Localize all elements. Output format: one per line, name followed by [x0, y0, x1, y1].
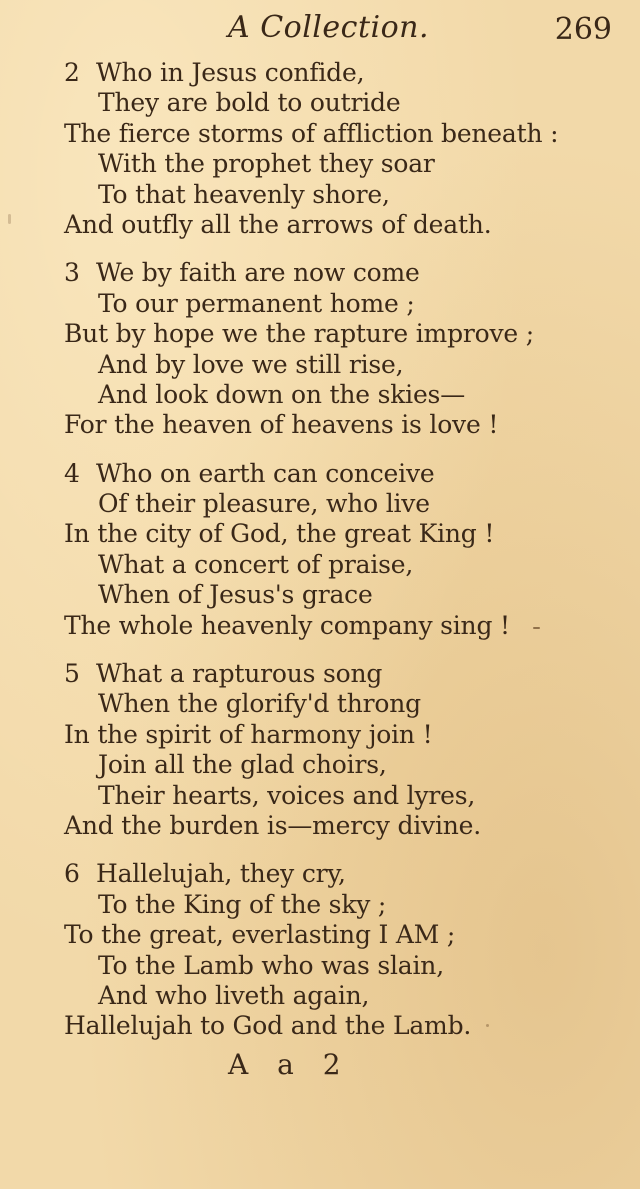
verse-line: [64, 58, 624, 88]
verse-line-text: Hallelujah, they cry,: [96, 859, 346, 889]
verse-line: In the city of God, the great King !: [64, 519, 495, 549]
stanza-6: [64, 859, 624, 1041]
verse-line: With the prophet they soar: [98, 149, 435, 179]
verse-line: In the spirit of harmony join !: [64, 719, 433, 749]
paper-speck: [8, 214, 11, 224]
verse-line: But by hope we the rapture improve ;: [64, 319, 534, 349]
verse-line: And outfly all the arrows of death.: [64, 209, 492, 239]
stanza-number: 6: [64, 859, 80, 889]
verse-line: [64, 258, 624, 288]
verse-line: When of Jesus's grace: [98, 580, 373, 610]
stanza-number: 3: [64, 258, 80, 288]
stanza-number: 2: [64, 58, 80, 87]
verse-line: They are bold to outride: [98, 88, 401, 118]
verse-line-text: We by faith are now come: [96, 258, 420, 288]
verse-line: What a concert of praise,: [98, 549, 414, 579]
page-header: [0, 8, 640, 48]
stanza-number: 4: [64, 458, 80, 488]
signature-mark: A a 2: [228, 1048, 351, 1081]
verse-line: When the glorify'd throng: [98, 689, 421, 719]
verse-line-text: Who in Jesus confide,: [96, 58, 365, 87]
verse-line: To that heavenly shore,: [98, 179, 390, 209]
stanza-3: [64, 258, 624, 440]
verse-line: And by love we still rise,: [98, 349, 404, 379]
verse-line-text: What a rapturous song: [96, 659, 383, 689]
verse-line: And who liveth again,: [98, 980, 370, 1010]
stanza-4: [64, 459, 624, 641]
verse-line: The fierce storms of affliction beneath :: [64, 118, 559, 148]
verse-line: For the heaven of heavens is love !: [64, 410, 499, 440]
verse-line: To the Lamb who was slain,: [98, 950, 444, 980]
verse-line: Their hearts, voices and lyres,: [98, 780, 476, 810]
hymn-text: [64, 58, 624, 1060]
verse-line: [64, 459, 624, 489]
verse-line: [64, 859, 624, 889]
verse-line: And the burden is—mercy divine.: [64, 810, 482, 840]
verse-line: Hallelujah to God and the Lamb.: [64, 1011, 472, 1041]
verse-line: Of their pleasure, who live: [98, 489, 430, 519]
paper-speck: [533, 627, 540, 629]
verse-line: To the King of the sky ;: [98, 889, 387, 919]
paper-speck: [486, 1024, 489, 1027]
verse-line: To our permanent home ;: [98, 288, 415, 318]
stanza-5: [64, 659, 624, 841]
verse-line: And look down on the skies—: [98, 379, 465, 409]
verse-line-text: Who on earth can conceive: [96, 458, 435, 488]
page-number: 269: [554, 12, 612, 47]
verse-line: The whole heavenly company sing !: [64, 610, 510, 640]
stanza-2: [64, 58, 624, 240]
stanza-number: 5: [64, 659, 80, 689]
verse-line: Join all the glad choirs,: [98, 750, 387, 780]
verse-line: [64, 659, 624, 689]
running-title: A Collection.: [228, 10, 430, 45]
verse-line: To the great, everlasting I AM ;: [64, 920, 456, 950]
